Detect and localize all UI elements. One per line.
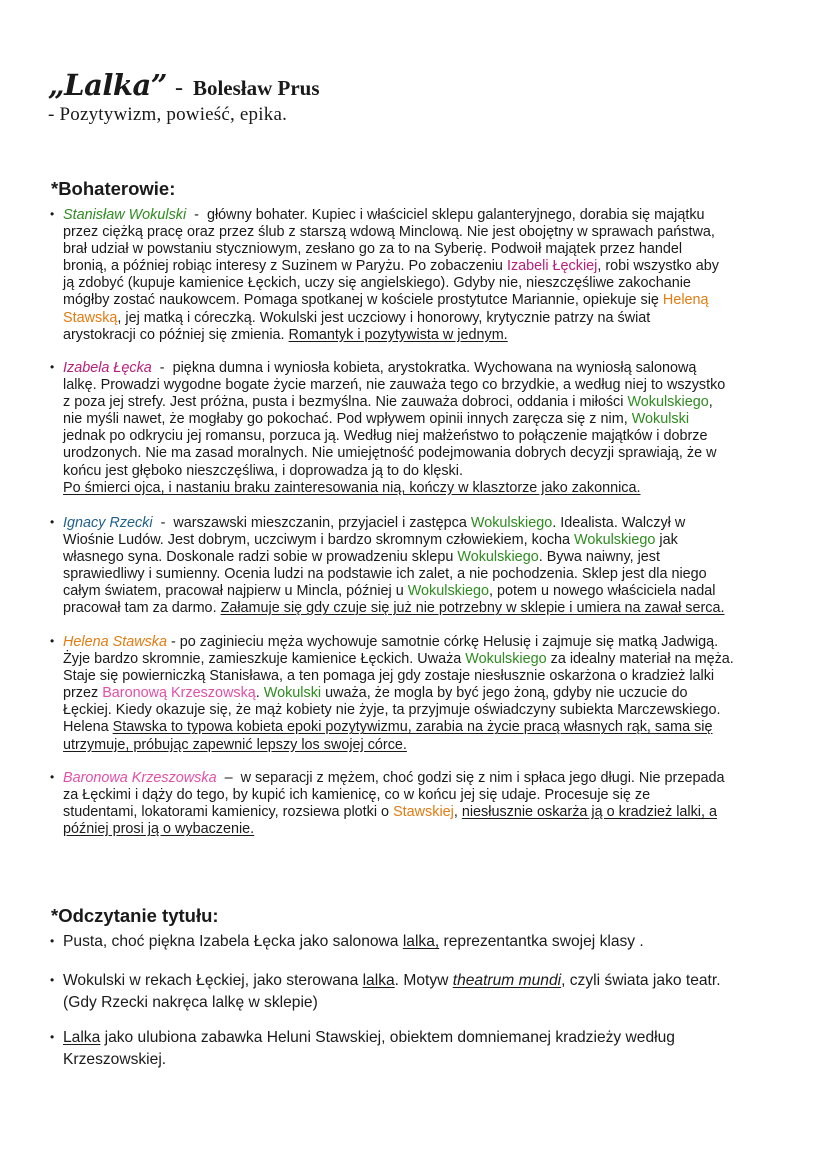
reading-line: Krzeszowskiej. bbox=[63, 1050, 167, 1068]
character-name: Stanisław Wokulski bbox=[63, 207, 187, 223]
bullet-icon: • bbox=[50, 634, 55, 648]
entry-line: Łęckiej. Kiedy okazuje się, że mąż kobiety nie żyje, ta przyjmuje oświadczyny subiekta Marczewskiego. bbox=[63, 702, 721, 719]
entry-text: studentami, lokatorami kamienicy, rozsiewa plotki o bbox=[63, 804, 394, 821]
entry-text: własnego syna. Doskonale radzi sobie w prowadzeniu sklepu bbox=[63, 549, 458, 566]
reading-line bbox=[50, 1027, 790, 1049]
entry-text: w separacji z mężem, choć godzi się z nim i spłaca jego długi. Nie przepada bbox=[240, 770, 725, 786]
character-name: Baronowa Krzeszowska bbox=[63, 770, 217, 786]
title-separator: - bbox=[174, 75, 183, 101]
character-reference: Wokulskiego bbox=[465, 651, 547, 668]
entry-line bbox=[50, 583, 782, 600]
entry-line bbox=[50, 532, 782, 549]
entry-line bbox=[50, 327, 782, 344]
entry-line bbox=[50, 310, 782, 327]
entry-text: . bbox=[255, 685, 264, 702]
underlined-word: lalka bbox=[362, 972, 395, 989]
reading-item-2 bbox=[50, 970, 790, 1013]
character-reference: Wokulskiego bbox=[407, 583, 490, 600]
book-title: „Lalka” bbox=[48, 68, 167, 102]
entry-line bbox=[50, 600, 782, 617]
entry-line bbox=[50, 258, 782, 275]
reading-item-1 bbox=[50, 931, 790, 953]
character-reference: Wokulskiego bbox=[574, 532, 656, 549]
character-entry-stawska bbox=[50, 633, 782, 754]
entry-text: , jej matką i córeczką. Wokulski jest uczciowy i honorowy, krytycznie patrzy na świat bbox=[117, 309, 651, 326]
entry-line bbox=[50, 651, 782, 668]
underlined-summary: Stawska to typowa kobieta epoki pozytywizmu, zarabia na życie pracą własnych rąk, sama się bbox=[112, 719, 713, 736]
entry-line bbox=[50, 804, 782, 821]
reading-text: . Motyw bbox=[394, 972, 453, 989]
name-dash: - bbox=[151, 360, 173, 376]
entry-line bbox=[50, 206, 782, 224]
character-entry-wokulski bbox=[50, 206, 782, 344]
entry-text: po zaginieciu męża wychowuje samotnie córkę Helusię i zajmuje się matką Jadwigą. bbox=[179, 634, 719, 650]
character-name: Izabela Łęcka bbox=[63, 360, 152, 376]
entry-line bbox=[50, 359, 782, 377]
entry-text: . Idealista. Walczył w bbox=[552, 515, 686, 531]
character-reference: Baronową Krzeszowską bbox=[102, 685, 256, 702]
entry-line bbox=[50, 719, 782, 736]
entry-line: sprawiedliwy i sumienny. Ocenia ludzi na podstawie ich zalet, a nie pochodzenia. Sklep jest dla niego bbox=[63, 566, 707, 583]
reading-heading: *Odczytanie tytułu: bbox=[51, 905, 219, 926]
entry-text: Żyje bardzo skromnie, zamieszkuje kamienice Łęckich. Uważa bbox=[63, 651, 466, 668]
entry-line bbox=[50, 394, 782, 411]
underlined-term: theatrum mundi bbox=[452, 972, 562, 989]
character-name: Helena Stawska bbox=[63, 634, 167, 650]
character-reference: Wokulskiego bbox=[457, 549, 539, 566]
entry-text: . Bywa naiwny, jest bbox=[538, 549, 661, 566]
entry-text: pracował tam za darmo. bbox=[63, 600, 221, 617]
bullet-icon: • bbox=[50, 934, 55, 948]
underlined-summary: Załamuje się gdy czuje się już nie potrzebny w sklepie i umiera na zawał serca. bbox=[220, 600, 725, 617]
entry-line bbox=[50, 514, 782, 532]
reading-line bbox=[50, 931, 790, 953]
name-dash: – bbox=[216, 770, 241, 786]
character-reference: Heleną bbox=[662, 292, 709, 309]
entry-text: za idealny materiał na męża. bbox=[546, 651, 734, 668]
entry-text: bronią, a później robiąc interesy z Suzinem w Paryżu. Po zobaczeniu bbox=[63, 258, 507, 275]
entry-text: Helena bbox=[63, 719, 113, 736]
character-entry-izabela bbox=[50, 359, 782, 497]
entry-text: całym światem, pracował najpierw u Mincla, później u bbox=[63, 583, 408, 600]
entry-line bbox=[50, 633, 782, 651]
underlined-summary: niesłusznie oskarża ją o kradzież lalki, a bbox=[461, 804, 717, 821]
character-reference: Stawskiej bbox=[393, 804, 454, 821]
entry-text: główny bohater. Kupiec i właściciel sklepu galanteryjnego, dorabia się majątku bbox=[206, 207, 705, 223]
bullet-icon: • bbox=[50, 973, 55, 987]
entry-line bbox=[50, 549, 782, 566]
character-entry-krzeszowska bbox=[50, 769, 782, 838]
reading-text: reprezentantka swojej klasy . bbox=[439, 933, 644, 950]
entry-line: lalkę. Prowadzi wygodne bogate życie marzeń, nie zauważa tego co brzydkie, a według niej to wszystko bbox=[63, 377, 726, 394]
book-author: Bolesław Prus bbox=[192, 76, 320, 100]
entry-text: piękna dumna i wyniosła kobieta, arystokratka. Wychowana na wyniosłą salonową bbox=[172, 360, 697, 376]
reading-text: Pusta, choć piękna Izabela Łęcka jako salonowa bbox=[63, 933, 403, 950]
bullet-icon: • bbox=[50, 770, 55, 784]
name-dash: - bbox=[186, 207, 207, 223]
character-reference: Wokulskiego bbox=[627, 394, 709, 411]
entry-line bbox=[50, 292, 782, 309]
underlined-summary: Romantyk i pozytywista w jednym. bbox=[288, 326, 508, 343]
bullet-icon: • bbox=[50, 515, 55, 529]
reading-text: Wokulski w rekach Łęckiej, jako sterowana bbox=[63, 972, 363, 989]
entry-line bbox=[50, 769, 782, 787]
character-reference: Stawską bbox=[63, 309, 118, 326]
underlined-summary: utrzymuje, próbując zapewnić lepszy los swojej córce. bbox=[63, 736, 407, 753]
entry-line bbox=[50, 685, 782, 702]
character-reference: Wokulskiego bbox=[470, 515, 553, 531]
entry-text: z poza jej strefy. Jest próżna, pusta i bezmyślna. Nie zauważa dobroci, oddania i miłości bbox=[63, 394, 628, 411]
character-reference: Wokulski bbox=[631, 411, 690, 428]
entry-text: Wiośnie Ludów. Jest dobrym, uczciwym i bardzo skromnym człowiekiem, kocha bbox=[63, 532, 575, 549]
entry-text: jak bbox=[655, 532, 678, 549]
entry-line: przez ciężką pracę oraz przez ślub z starszą wdową Minclową. Nie jest obojętny w sprawach państwa, bbox=[63, 224, 715, 241]
character-reference: Wokulski bbox=[263, 685, 322, 702]
bullet-icon: • bbox=[50, 1030, 55, 1044]
character-entry-rzecki bbox=[50, 514, 782, 618]
entry-text: mógłby zostać naukowcem. Pomaga spotkanej w kościele prostytutce Mariannie, opiekuje się bbox=[63, 292, 663, 309]
entry-text: przez bbox=[63, 685, 103, 702]
entry-text: warszawski mieszczanin, przyjaciel i zastępca bbox=[173, 515, 471, 531]
entry-line: Staje się powierniczką Stanisława, a ten pomaga jej gdy zostaje niesłusznie oskarżona o kradzież lalki bbox=[63, 668, 715, 685]
bullet-icon: • bbox=[50, 207, 55, 221]
character-reference: Izabeli Łęckiej bbox=[506, 258, 598, 275]
entry-line: końcu jest głęboko nieszczęśliwa, i doprowadza ją to do klęski. bbox=[63, 462, 463, 479]
title-line bbox=[48, 68, 320, 102]
name-dash: - bbox=[152, 515, 174, 531]
name-dash: - bbox=[167, 634, 180, 650]
underlined-summary: Po śmierci ojca, i nastaniu braku zainteresowania nią, kończy w klasztorze jako zakonnica. bbox=[63, 479, 641, 496]
underlined-word: Lalka bbox=[63, 1029, 101, 1046]
entry-text: arystokracji co później się zmienia. bbox=[63, 326, 289, 343]
reading-line bbox=[50, 970, 790, 992]
underlined-summary: później prosi ją o wybaczenie. bbox=[63, 821, 255, 838]
entry-text: , bbox=[453, 804, 462, 821]
entry-text: , robi wszystko aby bbox=[597, 258, 719, 275]
reading-line: (Gdy Rzecki nakręca lalkę w sklepie) bbox=[63, 993, 318, 1011]
reading-text: jako ulubiona zabawka Heluni Stawskiej, obiektem domniemanej kradzieży według bbox=[100, 1029, 675, 1046]
entry-text: nie myśli nawet, że mogłaby go pokochać. Pod wpływem opinii innych zaręcza się z nim, bbox=[63, 411, 632, 428]
underlined-word: lalka, bbox=[402, 933, 440, 950]
entry-line bbox=[50, 411, 782, 428]
entry-line: urodzonych. Nie ma zasad moralnych. Nie umiejętność podejmowania dobrych decyzji sprawiają, że w bbox=[63, 445, 717, 462]
entry-line: jednak po odkryciu jej romansu, porzuca ją. Według niej małżeństwo to połączenie majątków i dobrze bbox=[63, 428, 708, 445]
reading-item-3 bbox=[50, 1027, 790, 1070]
entry-text: uważa, że mogla by być jego żoną, gdyby nie uczucie do bbox=[321, 685, 688, 702]
entry-text: , potem u nowego właściciela nadal bbox=[489, 583, 716, 600]
reading-text: , czyli świata jako teatr. bbox=[561, 972, 721, 989]
book-subtitle: - Pozytywizm, powieść, epika. bbox=[48, 104, 288, 125]
characters-heading: *Bohaterowie: bbox=[51, 178, 176, 199]
entry-line: za Łęckimi i dąży do tego, by kupić ich kamienicę, co w końcu jej się udaje. Procesuje się ze bbox=[63, 787, 651, 804]
entry-line: ją zdobyć (kupuje kamienice Łęckich, uczy się angielskiego). Gdyby nie, nieszczęśliwe zakochanie bbox=[63, 275, 691, 292]
character-name: Ignacy Rzecki bbox=[63, 515, 153, 531]
entry-text: , bbox=[708, 394, 713, 411]
bullet-icon: • bbox=[50, 360, 55, 374]
entry-line: brał udział w powstaniu styczniowym, zesłano go za to na Syberię. Podwoił majątek przez handel bbox=[63, 241, 683, 258]
